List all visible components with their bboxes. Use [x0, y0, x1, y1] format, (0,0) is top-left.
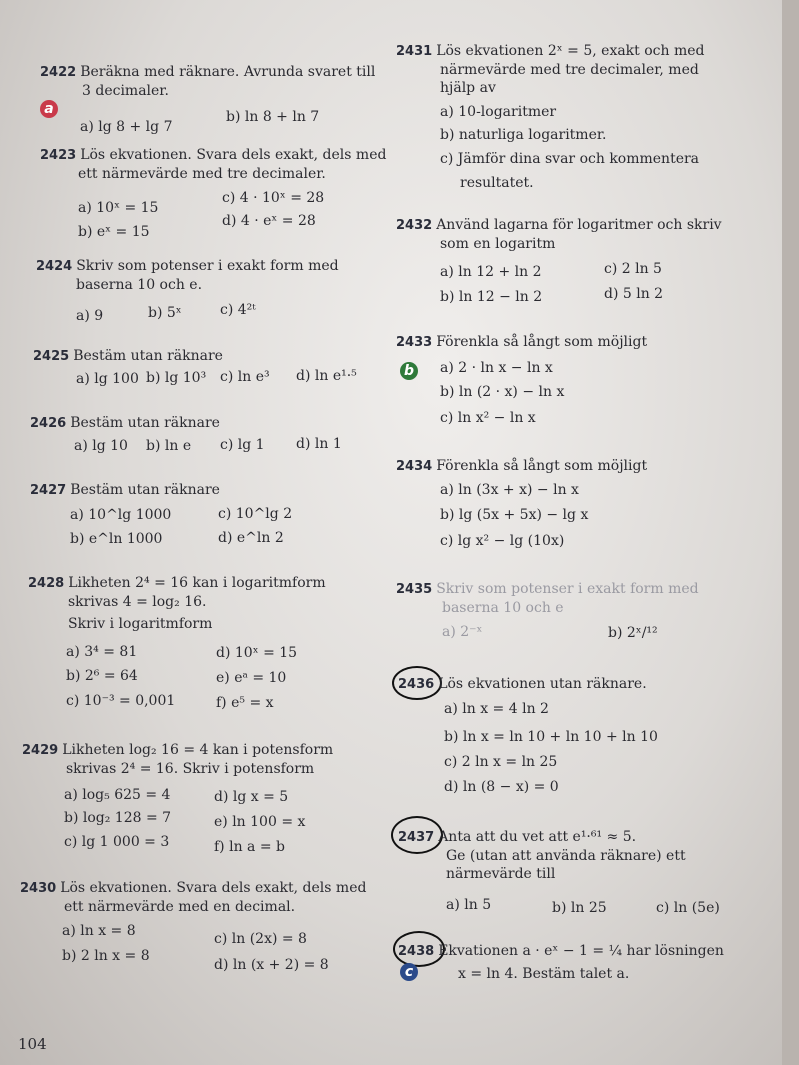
- p2431-item-b: b) naturliga logaritmer.: [440, 127, 607, 143]
- p2432-item-d: d) 5 ln 2: [604, 286, 664, 302]
- p2425-item-a: a) lg 100: [76, 371, 139, 387]
- p2434-item-b: b) lg (5x + 5x) − lg x: [440, 507, 589, 523]
- p2435-item-b: b) 2ˣ/¹²: [608, 625, 658, 641]
- p2427-item-b: b) e^ln 1000: [70, 531, 163, 547]
- p2435-item-a: a) 2⁻ˣ: [442, 624, 483, 640]
- p2431-item-a: a) 10-logaritmer: [440, 104, 557, 120]
- p2425-item-d: d) ln e¹·⁵: [296, 368, 357, 384]
- problem-2429: 2429 Likheten log₂ 16 = 4 kan i potensform skrivas 2⁴ = 16. Skriv i potensform: [22, 742, 334, 777]
- p2436-item-c: c) 2 ln x = ln 25: [444, 754, 558, 770]
- p2437-item-a: a) ln 5: [446, 897, 492, 913]
- p2425-item-c: c) ln e³: [220, 369, 270, 385]
- p2423-item-d: d) 4 · eˣ = 28: [222, 213, 316, 229]
- p2424-item-c: c) 4²ᵗ: [220, 302, 256, 318]
- p2424-item-a: a) 9: [76, 308, 104, 324]
- p2437-item-b: b) ln 25: [552, 900, 607, 916]
- p2431-item-c-cont: resultatet.: [460, 175, 534, 191]
- p2433-item-a: a) 2 · ln x − ln x: [440, 360, 553, 376]
- p2424-item-b: b) 5ˣ: [148, 305, 182, 321]
- p2427-item-c: c) 10^lg 2: [218, 506, 293, 522]
- p2429-item-d: d) lg x = 5: [214, 789, 289, 805]
- problem-2433: 2433 Förenkla så långt som möjligt: [396, 334, 648, 350]
- problem-2424: 2424 Skriv som potenser i exakt form med baserna 10 och e.: [36, 258, 339, 293]
- p2436-item-d: d) ln (8 − x) = 0: [444, 779, 559, 795]
- level-c-badge: c: [400, 963, 418, 981]
- p2429-item-e: e) ln 100 = x: [214, 814, 306, 830]
- p2437-item-c: c) ln (5e): [656, 900, 720, 916]
- problem-2432: 2432 Använd lagarna för logaritmer och skriv som en logaritm: [396, 217, 722, 252]
- p2430-item-d: d) ln (x + 2) = 8: [214, 957, 329, 973]
- p2431-item-c: c) Jämför dina svar och kommentera: [440, 151, 700, 167]
- level-b-badge: b: [400, 362, 418, 380]
- p2428-item-c: c) 10⁻³ = 0,001: [66, 693, 176, 709]
- problem-2426: 2426 Bestäm utan räknare: [30, 415, 220, 431]
- p2428-item-e: e) eᵃ = 10: [216, 670, 287, 686]
- p2436-item-a: a) ln x = 4 ln 2: [444, 701, 549, 717]
- p2426-item-b: b) ln e: [146, 438, 192, 454]
- problem-2435: 2435 Skriv som potenser i exakt form med baserna 10 och e: [396, 581, 699, 616]
- problem-2425: 2425 Bestäm utan räknare: [33, 348, 223, 364]
- page-number: 104: [18, 1035, 47, 1053]
- problem-2427: 2427 Bestäm utan räknare: [30, 482, 220, 498]
- p2422-item-a: a) lg 8 + lg 7: [80, 119, 173, 135]
- p2428-item-b: b) 2⁶ = 64: [66, 668, 138, 684]
- p2427-item-d: d) e^ln 2: [218, 530, 284, 546]
- p2430-item-c: c) ln (2x) = 8: [214, 931, 307, 947]
- problem-2422: 2422 Beräkna med räknare. Avrunda svaret till 3 decimaler.: [40, 64, 376, 99]
- problem-2438: 2438 Ekvationen a · eˣ − 1 = ¼ har lösningen x = ln 4. Bestäm talet a.: [398, 943, 724, 982]
- problem-2437: 2437 Anta att du vet att e¹·⁶¹ ≈ 5. Ge (utan att använda räknare) ett närmevärde till: [398, 829, 686, 882]
- p2434-item-a: a) ln (3x + x) − ln x: [440, 482, 579, 498]
- p2429-item-f: f) ln a = b: [214, 839, 285, 855]
- p2432-item-a: a) ln 12 + ln 2: [440, 264, 542, 280]
- p2425-item-b: b) lg 10³: [146, 370, 207, 386]
- problem-2428: 2428 Likheten 2⁴ = 16 kan i logaritmform skrivas 4 = log₂ 16. Skriv i logaritmform: [28, 575, 326, 632]
- p2430-item-a: a) ln x = 8: [62, 923, 136, 939]
- p2433-item-c: c) ln x² − ln x: [440, 410, 536, 426]
- p2428-item-d: d) 10ˣ = 15: [216, 645, 298, 661]
- p2426-item-d: d) ln 1: [296, 436, 342, 452]
- p2428-item-f: f) e⁵ = x: [216, 695, 274, 711]
- p2422-item-b: b) ln 8 + ln 7: [226, 109, 320, 125]
- problem-2430: 2430 Lös ekvationen. Svara dels exakt, dels med ett närmevärde med en decimal.: [20, 880, 367, 915]
- problem-2436: 2436 Lös ekvationen utan räknare.: [398, 676, 647, 692]
- p2423-item-c: c) 4 · 10ˣ = 28: [222, 190, 325, 206]
- p2430-item-b: b) 2 ln x = 8: [62, 948, 150, 964]
- p2426-item-c: c) lg 1: [220, 437, 265, 453]
- p2432-item-b: b) ln 12 − ln 2: [440, 289, 543, 305]
- p2423-item-a: a) 10ˣ = 15: [78, 200, 159, 216]
- p2423-item-b: b) eˣ = 15: [78, 224, 150, 240]
- p2427-item-a: a) 10^lg 1000: [70, 507, 172, 523]
- p2426-item-a: a) lg 10: [74, 438, 128, 454]
- p2434-item-c: c) lg x² − lg (10x): [440, 533, 565, 549]
- problem-2434: 2434 Förenkla så långt som möjligt: [396, 458, 648, 474]
- p2429-item-b: b) log₂ 128 = 7: [64, 810, 172, 826]
- level-a-badge: a: [40, 100, 58, 118]
- p2429-item-c: c) lg 1 000 = 3: [64, 834, 170, 850]
- problem-2431: 2431 Lös ekvationen 2ˣ = 5, exakt och med närmevärde med tre decimaler, med hjälp av: [396, 43, 705, 96]
- problem-2423: 2423 Lös ekvationen. Svara dels exakt, dels med ett närmevärde med tre decimaler.: [40, 147, 387, 182]
- p2432-item-c: c) 2 ln 5: [604, 261, 662, 277]
- p2436-item-b: b) ln x = ln 10 + ln 10 + ln 10: [444, 729, 658, 745]
- page-edge-shadow: [782, 0, 799, 1065]
- p2429-item-a: a) log₅ 625 = 4: [64, 787, 171, 803]
- p2433-item-b: b) ln (2 · x) − ln x: [440, 384, 565, 400]
- p2428-item-a: a) 3⁴ = 81: [66, 644, 138, 660]
